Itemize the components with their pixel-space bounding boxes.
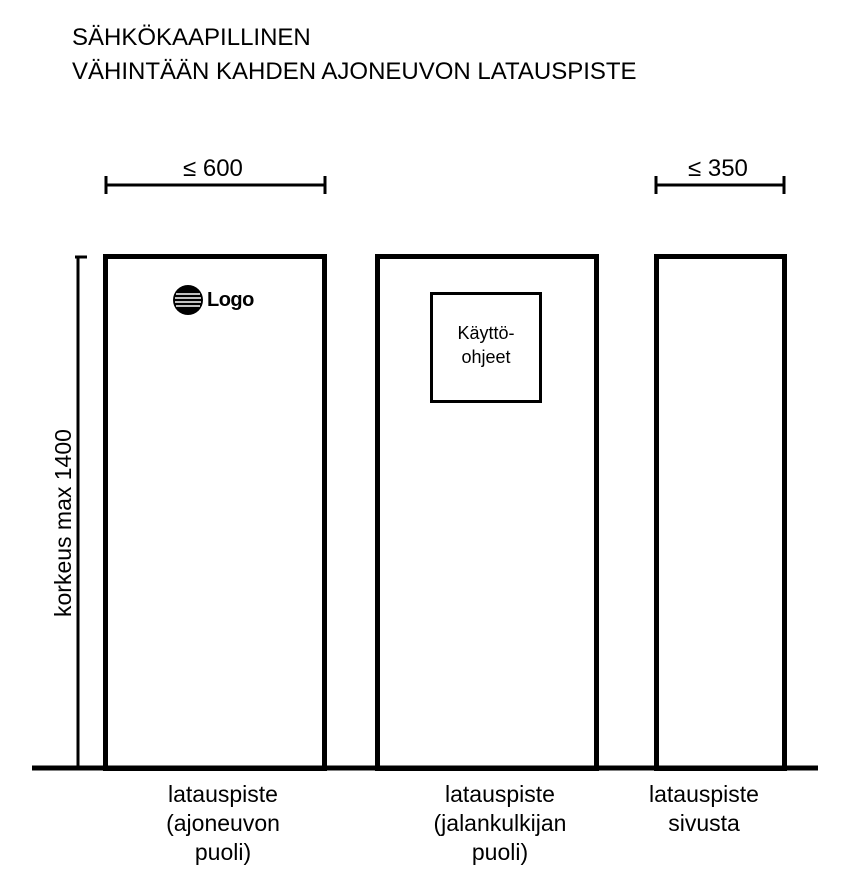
caption-pedestrian-side bbox=[400, 780, 600, 867]
instructions-panel bbox=[430, 292, 542, 403]
instructions-line-1: Käyttö- bbox=[457, 323, 515, 343]
caption-line: (jalankulkijan bbox=[433, 810, 567, 836]
caption-side-view bbox=[604, 780, 804, 838]
instructions-text bbox=[433, 321, 539, 369]
caption-vehicle-side bbox=[123, 780, 323, 867]
instructions-line-2: ohjeet bbox=[461, 347, 511, 367]
height-label: korkeus max 1400 bbox=[50, 429, 76, 617]
caption-line: puoli) bbox=[194, 839, 252, 865]
caption-line: latauspiste bbox=[168, 781, 278, 807]
logo-mark-icon bbox=[172, 284, 204, 316]
caption-line: latauspiste bbox=[445, 781, 555, 807]
caption-line: sivusta bbox=[668, 810, 740, 836]
width-side-label: ≤ 350 bbox=[688, 155, 748, 182]
title-line-2: VÄHINTÄÄN KAHDEN AJONEUVON LATAUSPISTE bbox=[72, 58, 637, 85]
caption-line: latauspiste bbox=[649, 781, 759, 807]
logo-text: Logo bbox=[207, 288, 254, 311]
title-line-1: SÄHKÖKAAPILLINEN bbox=[72, 24, 311, 51]
cabinet-side-view bbox=[657, 257, 785, 769]
width-front-label: ≤ 600 bbox=[183, 155, 243, 182]
caption-line: (ajoneuvon bbox=[166, 810, 280, 836]
logo bbox=[172, 284, 254, 316]
caption-line: puoli) bbox=[471, 839, 529, 865]
cabinet-vehicle-side bbox=[106, 257, 325, 769]
